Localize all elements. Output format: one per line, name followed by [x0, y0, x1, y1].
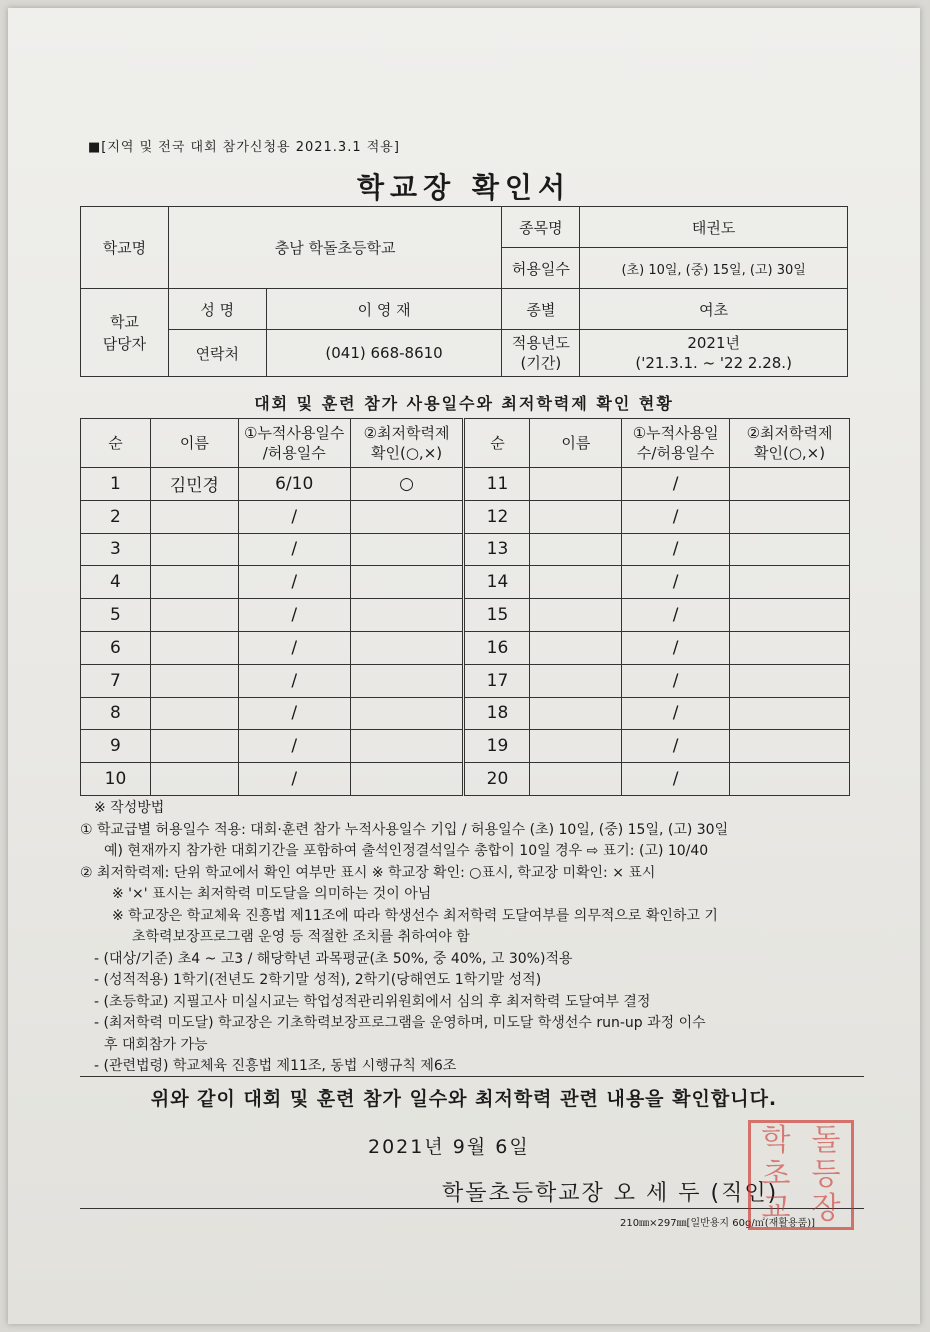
allowed-days-value: (초) 10일, (중) 15일, (고) 30일	[580, 248, 848, 289]
header-no: 순	[81, 419, 151, 468]
row-days-right: /	[622, 500, 730, 533]
contact-value: (041) 668-8610	[266, 330, 502, 377]
row-name: 김민경	[150, 468, 238, 501]
row-name	[150, 599, 238, 632]
official-seal-stamp: 학 돌 초 등 교 장	[748, 1120, 854, 1230]
row-name-right	[530, 631, 622, 664]
instruction-line: - (대상/기준) 초4 ~ 고3 / 해당학년 과목평균(초 50%, 중 40%, 고 30%)적용	[94, 950, 573, 967]
row-no: 6	[81, 631, 151, 664]
row-days-right: /	[622, 664, 730, 697]
instruction-line: ② 최저학력제: 단위 학교에서 확인 여부만 표시 ※ 학교장 확인: ○표시, 학교장 미확인: × 표시	[80, 864, 656, 881]
row-days-right: /	[622, 697, 730, 730]
table-row	[81, 468, 850, 501]
row-days-right: /	[622, 763, 730, 796]
row-name	[150, 664, 238, 697]
row-days-right: /	[622, 468, 730, 501]
row-days-right: /	[622, 533, 730, 566]
instruction-line: - (관련법령) 학교체육 진흥법 제11조, 동법 시행규칙 제6조	[94, 1058, 457, 1074]
school-info-table	[80, 206, 848, 377]
row-days: /	[238, 599, 350, 632]
row-check	[350, 763, 464, 796]
row-days: /	[238, 631, 350, 664]
header-check-right: ②최저학력제 확인(○,×)	[730, 419, 850, 468]
row-no-right: 18	[464, 697, 530, 730]
row-check	[350, 730, 464, 763]
row-days: /	[238, 566, 350, 599]
row-name-right	[530, 566, 622, 599]
form-version-note: ■[지역 및 전국 대회 참가신청용 2021.3.1 적용]	[88, 140, 400, 155]
row-name-right	[530, 599, 622, 632]
row-no: 4	[81, 566, 151, 599]
table-row	[81, 533, 850, 566]
row-days-right: /	[622, 566, 730, 599]
row-check	[350, 533, 464, 566]
instruction-line: 초학력보장프로그램 운영 등 적절한 조치를 취하여야 함	[132, 929, 470, 945]
signature-date: 2021년 9월 6일	[368, 1136, 530, 1158]
row-name	[150, 730, 238, 763]
row-name-right	[530, 533, 622, 566]
row-no: 7	[81, 664, 151, 697]
sport-value: 태권도	[580, 207, 848, 248]
row-no: 8	[81, 697, 151, 730]
row-name	[150, 631, 238, 664]
row-check-right	[730, 533, 850, 566]
instruction-line: ※ 학교장은 학교체육 진흥법 제11조에 따라 학생선수 최저학력 도달여부를 의무적으로 확인하고 기	[112, 907, 718, 924]
row-check-right	[730, 631, 850, 664]
row-days-right: /	[622, 730, 730, 763]
allowed-days-label: 허용일수	[502, 248, 580, 289]
row-check	[350, 599, 464, 632]
row-check	[350, 500, 464, 533]
header-name-right: 이름	[530, 419, 622, 468]
row-check	[350, 664, 464, 697]
instruction-line: ※ '×' 표시는 최저학력 미도달을 의미하는 것이 아님	[112, 886, 432, 902]
row-no-right: 17	[464, 664, 530, 697]
row-name	[150, 500, 238, 533]
instruction-line: ① 학교급별 허용일수 적용: 대회·훈련 참가 누적사용일수 기입 / 허용일수 (초) 10일, (중) 15일, (고) 30일	[80, 821, 729, 838]
instruction-line: 예) 현재까지 참가한 대회기간을 포함하여 출석인정결석일수 총합이 10일 경우 ⇨ 표기: (고) 10/40	[104, 843, 709, 859]
document-page	[8, 8, 920, 1324]
header-no-right: 순	[464, 419, 530, 468]
footer-divider	[80, 1208, 864, 1209]
row-name	[150, 763, 238, 796]
row-no-right: 19	[464, 730, 530, 763]
row-name-right	[530, 763, 622, 796]
table-row	[81, 631, 850, 664]
page-title: 학교장 확인서	[356, 171, 572, 204]
row-name-right	[530, 697, 622, 730]
header-check: ②최저학력제 확인(○,×)	[350, 419, 464, 468]
table-row	[81, 664, 850, 697]
row-check	[350, 631, 464, 664]
instruction-line: - (성적적용) 1학기(전년도 2학기말 성적), 2학기(당해연도 1학기말 성적)	[94, 972, 542, 988]
row-days: /	[238, 697, 350, 730]
row-no: 5	[81, 599, 151, 632]
confirm-statement: 위와 같이 대회 및 훈련 참가 일수와 최저학력 관련 내용을 확인합니다.	[150, 1088, 778, 1110]
instruction-line: 후 대회참가 가능	[104, 1036, 208, 1053]
instruction-line: - (초등학교) 지필고사 미실시교는 학업성적관리위원회에서 심의 후 최저학력 도달여부 결정	[94, 993, 651, 1010]
row-no-right: 12	[464, 500, 530, 533]
row-check: ○	[350, 468, 464, 501]
row-days: /	[238, 730, 350, 763]
table-row	[81, 566, 850, 599]
row-check-right	[730, 500, 850, 533]
row-no: 2	[81, 500, 151, 533]
row-no-right: 11	[464, 468, 530, 501]
manager-label: 학교 담당자	[81, 289, 169, 377]
row-no-right: 20	[464, 763, 530, 796]
year-value: 2021년 ('21.3.1. ~ '22 2.28.)	[580, 330, 848, 377]
category-label: 종별	[502, 289, 580, 330]
row-check-right	[730, 468, 850, 501]
row-days: /	[238, 533, 350, 566]
sport-label: 종목명	[502, 207, 580, 248]
divider	[80, 1076, 864, 1077]
category-value: 여초	[580, 289, 848, 330]
row-name-right	[530, 468, 622, 501]
paper-spec: 210㎜×297㎜[일반용지 60g/㎡(재활용품)]	[620, 1218, 816, 1229]
row-days-right: /	[622, 631, 730, 664]
table-row	[81, 697, 850, 730]
instructions	[80, 798, 860, 1078]
row-check-right	[730, 697, 850, 730]
row-no: 3	[81, 533, 151, 566]
row-no-right: 13	[464, 533, 530, 566]
table-row	[81, 730, 850, 763]
row-check-right	[730, 599, 850, 632]
row-days: 6/10	[238, 468, 350, 501]
name-value: 이 영 재	[266, 289, 502, 330]
row-no-right: 15	[464, 599, 530, 632]
instruction-line: - (최저학력 미도달) 학교장은 기초학력보장프로그램을 운영하며, 미도달 학생선수 run-up 과정 이수	[94, 1015, 706, 1031]
row-days: /	[238, 500, 350, 533]
row-days: /	[238, 763, 350, 796]
row-check	[350, 566, 464, 599]
row-check-right	[730, 730, 850, 763]
header-name: 이름	[150, 419, 238, 468]
table-row	[81, 763, 850, 796]
row-no: 1	[81, 468, 151, 501]
school-value: 충남 학돌초등학교	[168, 207, 502, 289]
row-days-right: /	[622, 599, 730, 632]
row-days: /	[238, 664, 350, 697]
row-name	[150, 566, 238, 599]
table-row	[81, 500, 850, 533]
section-title: 대회 및 훈련 참가 사용일수와 최저학력제 확인 현황	[254, 394, 674, 413]
row-name-right	[530, 500, 622, 533]
header-days-right: ①누적사용일 수/허용일수	[622, 419, 730, 468]
row-name	[150, 697, 238, 730]
row-no-right: 16	[464, 631, 530, 664]
row-name-right	[530, 730, 622, 763]
signer-line: 학돌초등학교장 오 세 두 (직인)	[442, 1181, 779, 1206]
row-no-right: 14	[464, 566, 530, 599]
header-days: ①누적사용일수 /허용일수	[238, 419, 350, 468]
row-check-right	[730, 763, 850, 796]
name-label: 성 명	[168, 289, 266, 330]
row-no: 9	[81, 730, 151, 763]
row-name-right	[530, 664, 622, 697]
row-check-right	[730, 566, 850, 599]
row-name	[150, 533, 238, 566]
row-check-right	[730, 664, 850, 697]
contact-label: 연락처	[168, 330, 266, 377]
row-no: 10	[81, 763, 151, 796]
table-row	[81, 599, 850, 632]
year-label: 적용년도 (기간)	[502, 330, 580, 377]
usage-grid-table	[80, 418, 850, 796]
instruction-line: ※ 작성방법	[94, 800, 165, 816]
row-check	[350, 697, 464, 730]
school-label: 학교명	[81, 207, 169, 289]
